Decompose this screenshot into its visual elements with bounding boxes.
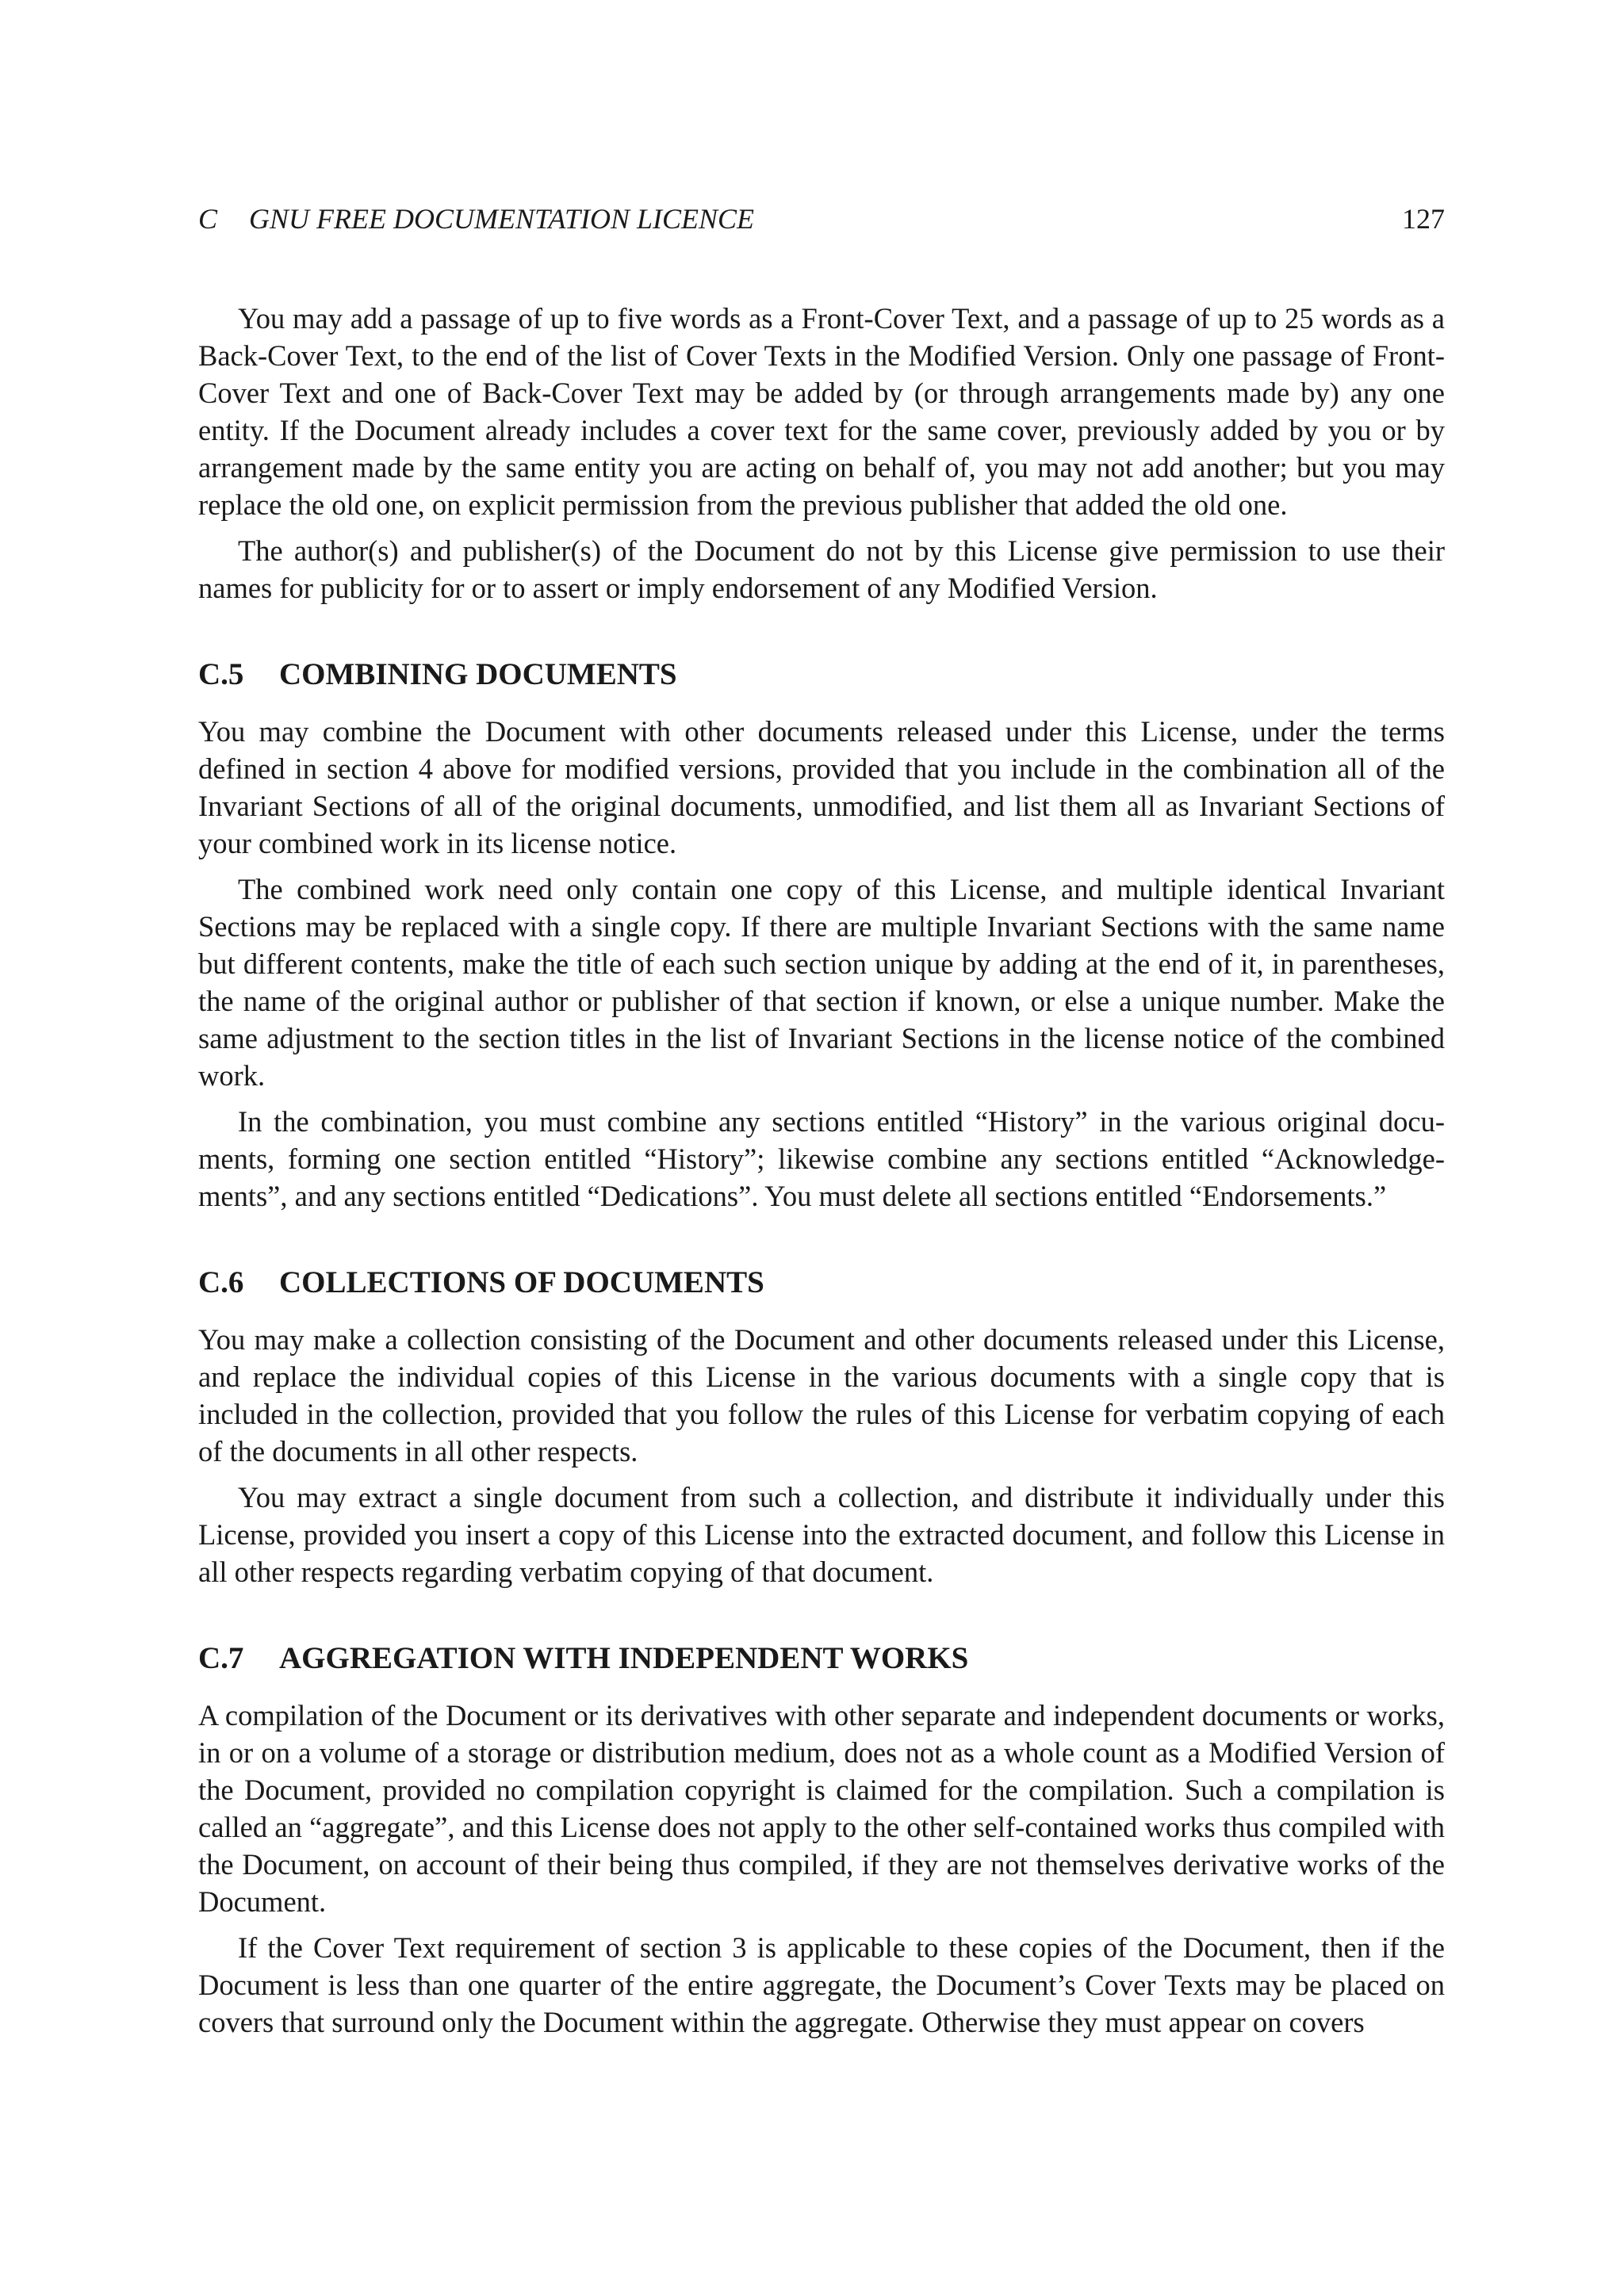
section-heading-c7 <box>198 1638 1445 1679</box>
page-body <box>198 300 1445 2041</box>
section-number: C.5 <box>198 657 244 691</box>
page-number: 127 <box>1402 203 1445 235</box>
paragraph: The combined work need only contain one copy of this License, and multiple identical Invariant Sections may be replaced with a single copy. If there are multiple Invariant Sections with the same name but different contents, make the title of each such section unique by adding at the end of it, in parentheses, the name of the original author or publisher of that section if known, or else a unique number. Make the same adjustment to the section titles in the list of Invariant Sections in the license notice of the combined work. <box>198 873 1445 1092</box>
paragraph: A compilation of the Document or its derivatives with other separate and independent documents or works, in or on a volume of a storage or distribution medium, does not as a whole count as a Modified Version of the Document, provided no compilation copyright is claimed for the compilation. Such a compilation is called an “aggregate”, and this License does not apply to the other self-contained works thus compiled with the Document, on account of their being thus compiled, if they are not themselves derivative works of the Document. <box>198 1699 1445 1918</box>
section-heading-c5 <box>198 654 1445 695</box>
running-header-title <box>198 200 754 238</box>
section-title: AGGREGATION WITH INDEPENDENT WORKS <box>279 1641 969 1675</box>
paragraph: The author(s) and publisher(s) of the Document do not by this License give permission to use their names for publicity for or to assert or imply endorsement of any Modified Version. <box>198 534 1445 604</box>
section-title: COMBINING DOCUMENTS <box>279 657 677 691</box>
paragraph: In the combination, you must combine any sections entitled “History” in the various original documents, forming one section entitled “History”; likewise combine any sections entitled “Acknowledgements”, and any sections entitled “Dedications”. You must delete all sections entitled “Endorsements.” <box>198 1105 1445 1212</box>
section-number: C.7 <box>198 1641 244 1675</box>
paragraph: You may extract a single document from such a collection, and distribute it individually under this License, provided you insert a copy of this License into the extracted document, and follow this License in all other respects regarding verbatim copying of that document. <box>198 1481 1445 1588</box>
section-title: COLLECTIONS OF DOCUMENTS <box>279 1265 764 1299</box>
appendix-letter: C <box>198 203 218 235</box>
section-number: C.6 <box>198 1265 244 1299</box>
paragraph: You may add a passage of up to five words as a Front-Cover Text, and a passage of up to 25 words as a Back-Cover Text, to the end of the list of Cover Texts in the Modified Version. Only one passage of Front-Cover Text and one of Back-Cover Text may be added by (or through arrangements made by) any one entity. If the Document already includes a cover text for the same cover, previously added by you or by arrangement made by the same entity you are acting on behalf of, you may not add another; but you may replace the old one, on explicit permission from the previous publisher that added the old one. <box>198 302 1445 521</box>
running-header <box>198 200 1445 238</box>
paragraph: If the Cover Text requirement of section 3 is applicable to these copies of the Document, then if the Document is less than one quarter of the entire aggregate, the Document’s Cover Texts may be placed on covers that surround only the Document within the aggregate. Otherwise they must appear on covers <box>198 1931 1445 2038</box>
paragraph: You may combine the Document with other documents released under this License, under the terms defined in section 4 above for modified versions, provided that you include in the combination all of the Invariant Sections of all of the original documents, unmodified, and list them all as Invariant Sections of your combined work in its license notice. <box>198 715 1445 859</box>
paragraph: You may make a collection consisting of the Document and other documents released under this License, and replace the individual copies of this License in the various documents with a single copy that is included in the collection, provided that you follow the rules of this License for verbatim copying of each of the documents in all other respects. <box>198 1323 1445 1468</box>
section-heading-c6 <box>198 1262 1445 1303</box>
appendix-title: GNU FREE DOCUMENTATION LICENCE <box>249 203 755 235</box>
